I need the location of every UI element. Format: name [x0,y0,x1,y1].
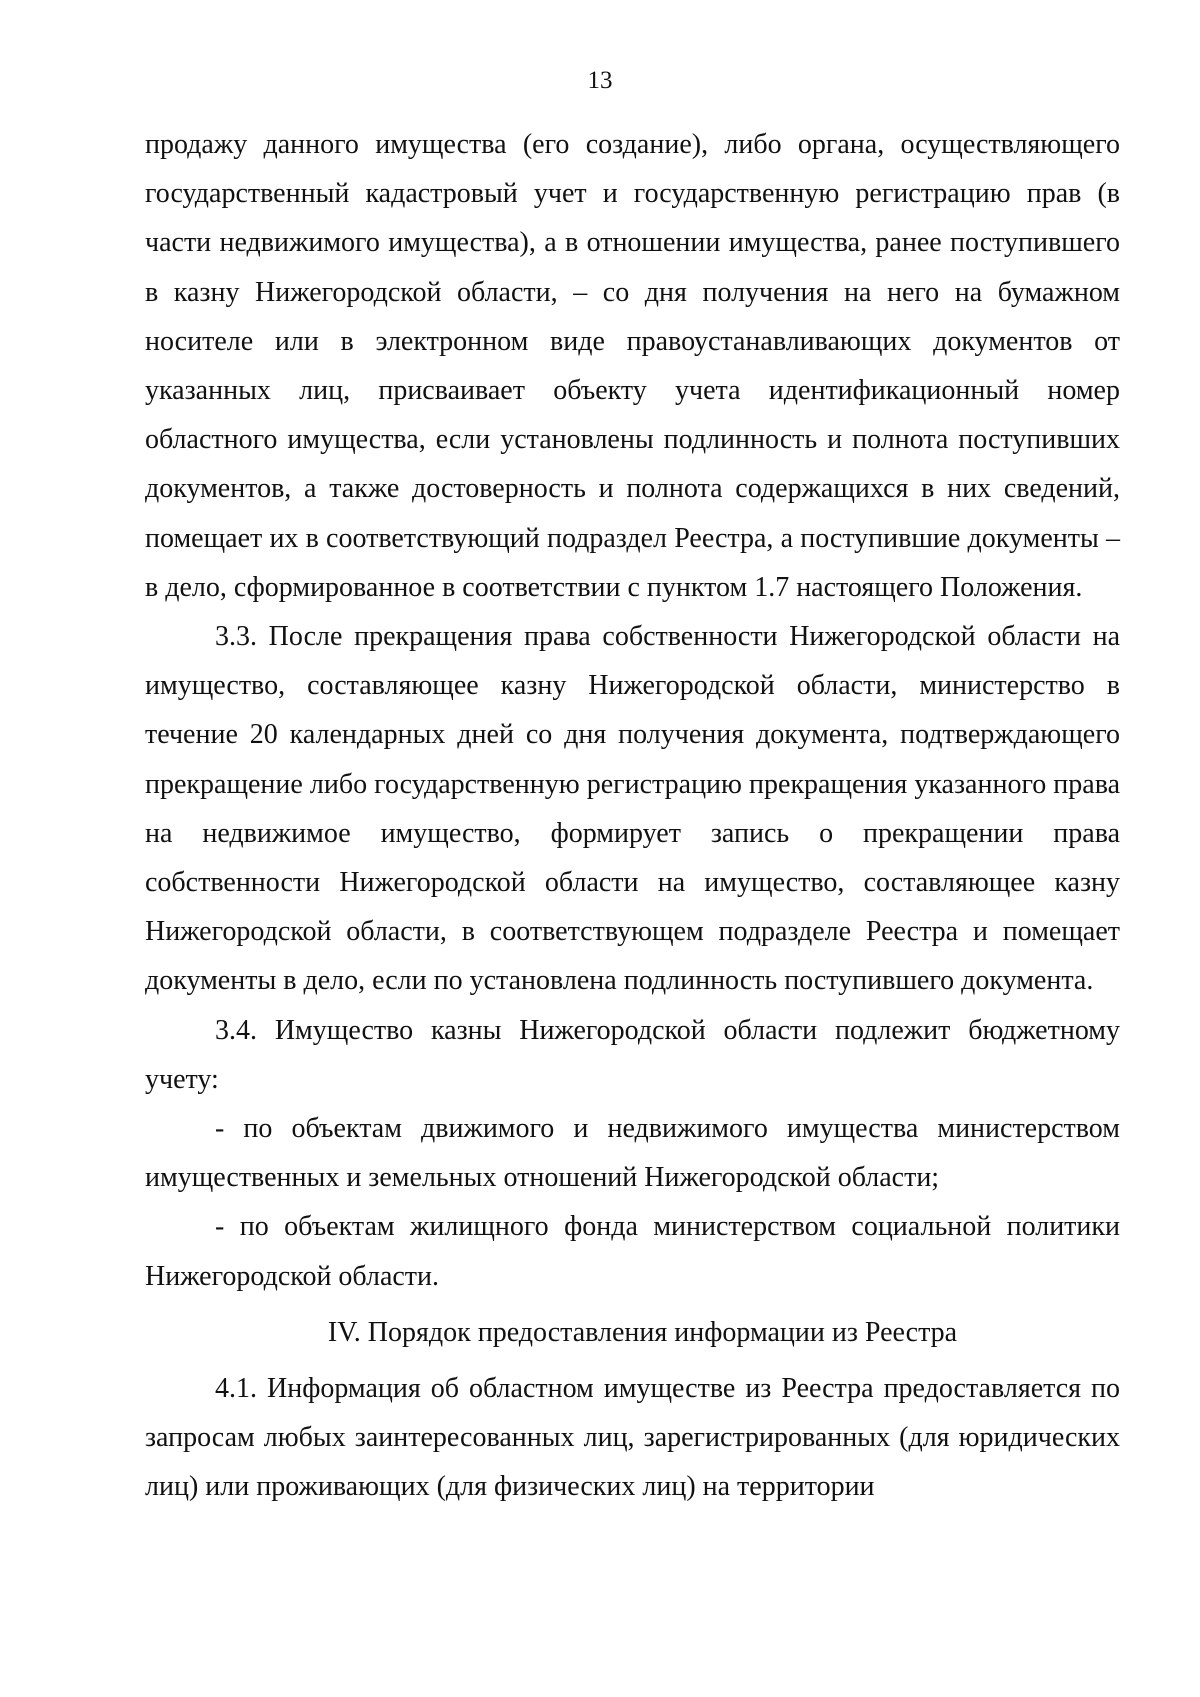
document-body [145,120,1120,1512]
page-number: 13 [587,67,613,94]
list-item-movable-property: - по объектам движимого и недвижимого имущества министерством имущественных и земельных отношений Нижегородской области; [145,1113,1120,1194]
paragraph-3-4: 3.4. Имущество казны Нижегородской области подлежит бюджетному учету: [145,1014,1120,1095]
list-item-housing-fund: - по объектам жилищного фонда министерством социальной политики Нижегородской области. [145,1211,1120,1292]
section-heading: IV. Порядок предоставления информации из Реестра [327,1316,958,1348]
paragraph-4-1: 4.1. Информация об областном имуществе из Реестра предоставляется по запросам любых заинтересованных лиц, зарегистрированных (для юридических лиц) или проживающих (для физических лиц) на территории [145,1373,1120,1503]
paragraph-continuation: продажу данного имущества (его создание), либо органа, осуществляющего государственный кадастровый учет и государственную регистрацию прав (в части недвижимого имущества), а в отношении имущества, ранее поступившего в казну Нижегородской области, – со дня получения на него на бумажном носителе или в электронном виде правоустанавливающих документов от указанных лиц, присваивает объекту учета идентификационный номер областного имущества, если установлены подлинность и полнота поступивших документов, а также достоверность и полнота содержащихся в них сведений, помещает их в соответствующий подраздел Реестра, а поступившие документы – в дело, сформированное в соответствии с пунктом 1.7 настоящего Положения. [145,129,1120,603]
paragraph-3-3: 3.3. После прекращения права собственности Нижегородской области на имущество, составляющее казну Нижегородской области, министерство в течение 20 календарных дней со дня получения документа, подтверждающего прекращение либо государственную регистрацию прекращения указанного права на недвижимое имущество, формирует запись о прекращении права собственности Нижегородской области на имущество, составляющее казну Нижегородской области, в соответствующем подразделе Реестра и помещает документы в дело, если по установлена подлинность поступившего документа. [145,621,1120,997]
